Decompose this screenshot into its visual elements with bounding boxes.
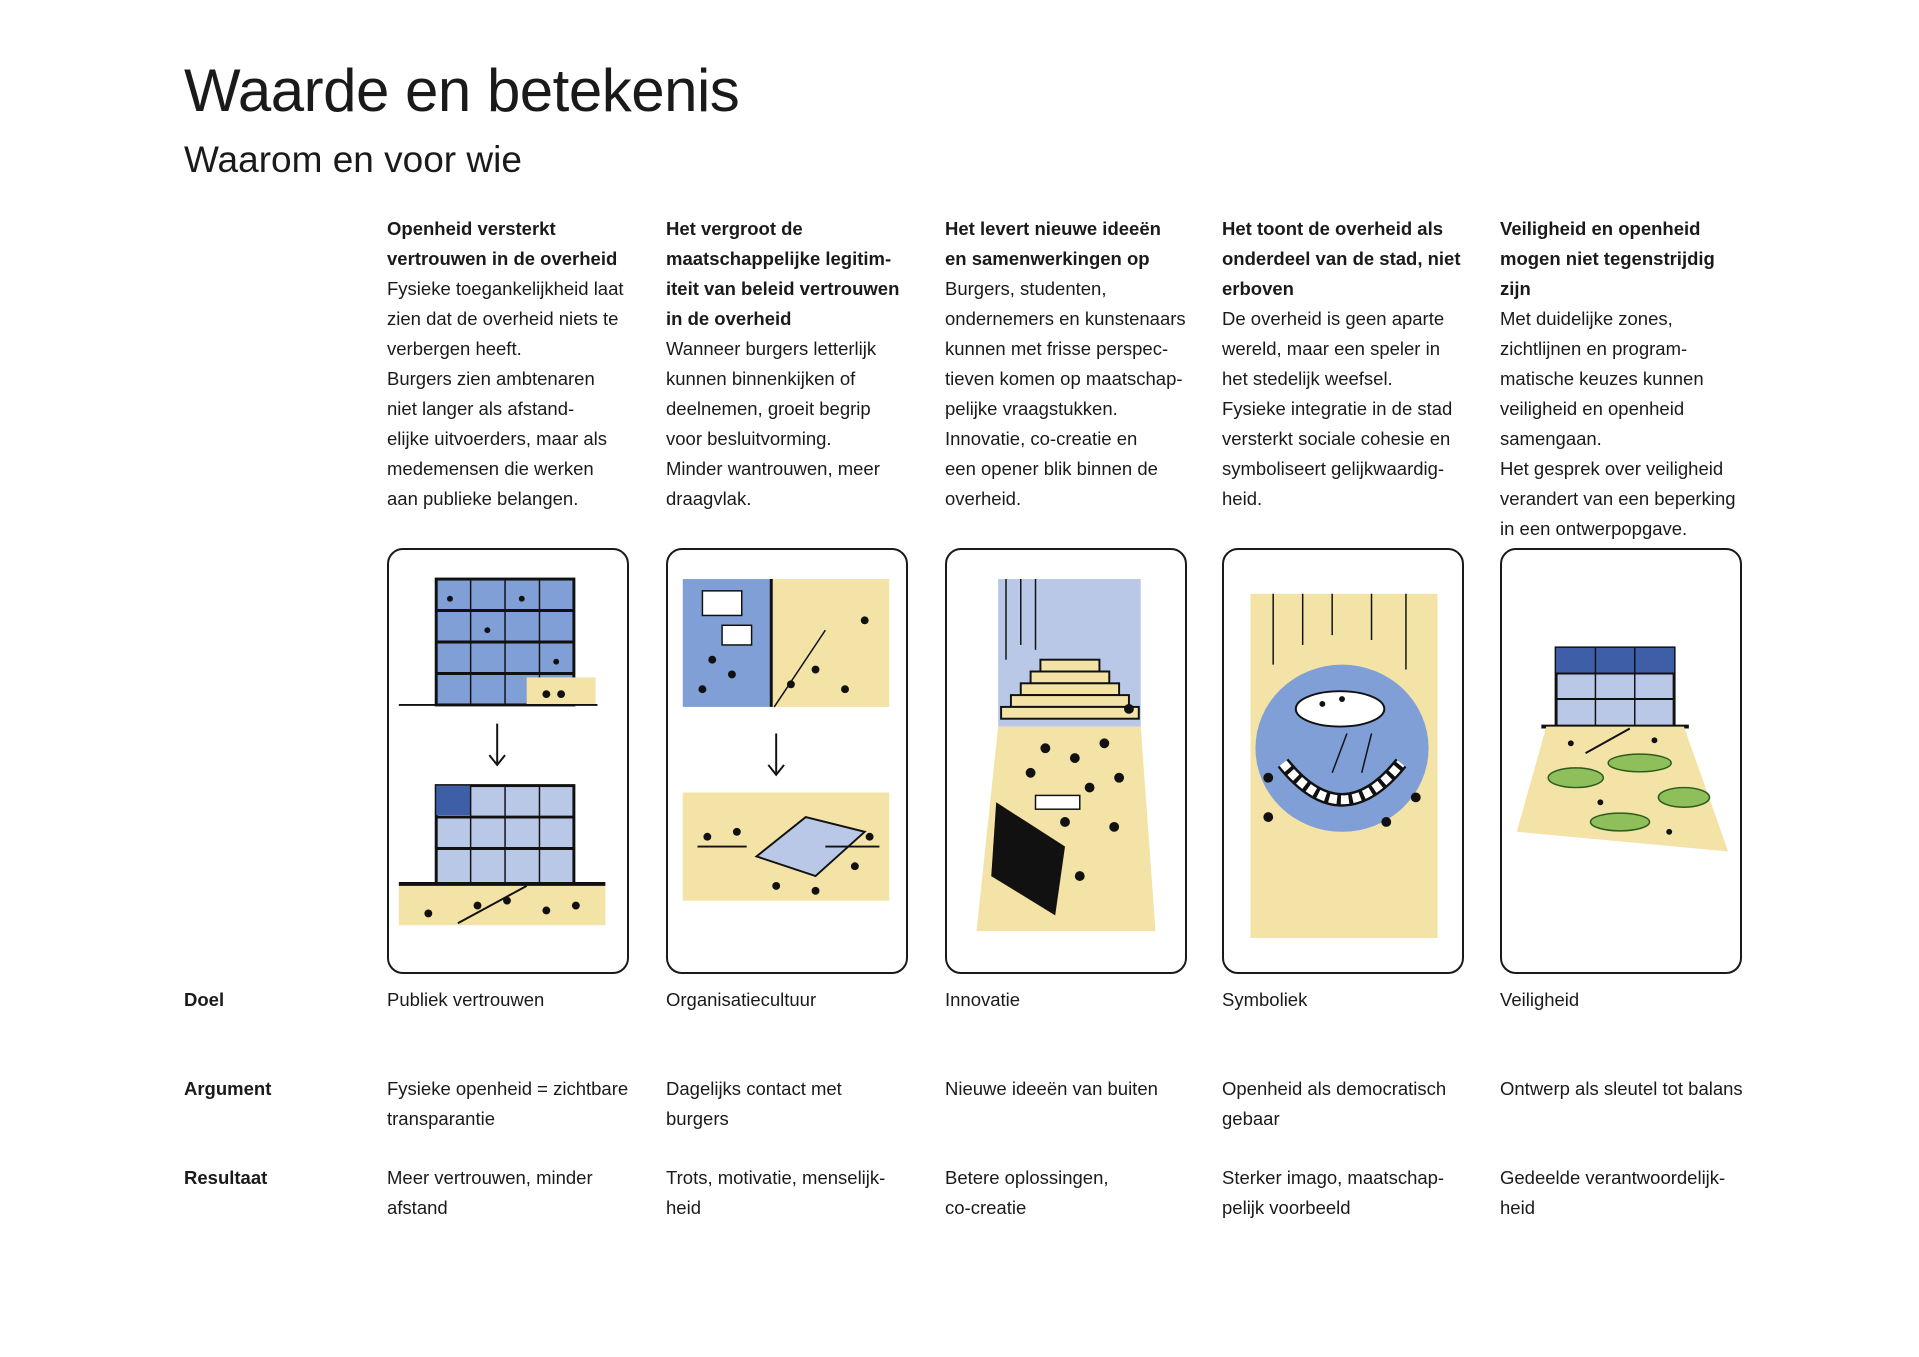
column-body-line: zichtlijnen en program-	[1500, 338, 1688, 359]
doel-cell: Organisatiecultuur	[666, 989, 817, 1010]
column-body-line: Het gesprek over veiligheid	[1500, 458, 1724, 479]
column-heading-line: Het toont de overheid als	[1222, 218, 1444, 239]
column-body-line: het stedelijk weefsel.	[1222, 368, 1393, 389]
resultaat-line: heid	[666, 1197, 701, 1218]
resultaat-cell	[666, 1163, 916, 1223]
resultaat-line: afstand	[387, 1197, 448, 1218]
column-body-line: versterkt sociale cohesie en	[1222, 428, 1451, 449]
column-body-line: elijke uitvoerders, maar als	[387, 428, 608, 449]
argument-line: Dagelijks contact met	[666, 1078, 842, 1099]
column-body-line: Burgers zien ambtenaren	[387, 368, 595, 389]
column-1-text	[387, 214, 637, 514]
column-body-line: Fysieke toegankelijkheid laat	[387, 278, 624, 299]
city-plaza-illustration	[1224, 550, 1462, 972]
column-body-line: De overheid is geen aparte	[1222, 308, 1445, 329]
column-heading-line: onderdeel van de stad, niet	[1222, 248, 1461, 269]
column-heading-line: zijn	[1500, 278, 1531, 299]
illustration-card-transparency	[387, 548, 629, 974]
auditorium-illustration	[947, 550, 1185, 972]
column-body-line: pelijke vraagstukken.	[945, 398, 1118, 419]
column-body-line: Minder wantrouwen, meer	[666, 458, 880, 479]
resultaat-cell	[1222, 1163, 1472, 1223]
column-body-line: een opener blik binnen de	[945, 458, 1158, 479]
argument-cell	[945, 1074, 1195, 1104]
column-body-line: kunnen binnenkijken of	[666, 368, 856, 389]
column-body-line: matische keuzes kunnen	[1500, 368, 1704, 389]
row-label-argument: Argument	[184, 1078, 272, 1099]
doel-cell: Innovatie	[945, 989, 1021, 1010]
argument-line: Nieuwe ideeën van buiten	[945, 1078, 1158, 1099]
column-body-line: aan publieke belangen.	[387, 488, 579, 509]
column-heading-line: en samenwerkingen op	[945, 248, 1150, 269]
resultaat-line: Gedeelde verantwoordelijk-	[1500, 1167, 1726, 1188]
column-body-line: Burgers, studenten,	[945, 278, 1107, 299]
column-body-line: tieven komen op maatschap-	[945, 368, 1183, 389]
resultaat-line: Meer vertrouwen, minder	[387, 1167, 593, 1188]
doel-cell: Veiligheid	[1500, 989, 1580, 1010]
column-body-line: medemensen die werken	[387, 458, 594, 479]
column-body-line: in een ontwerpopgave.	[1500, 518, 1688, 539]
doel-cell: Symboliek	[1222, 989, 1308, 1010]
column-heading-line: erboven	[1222, 278, 1294, 299]
column-body-line: symboliseert gelijkwaardig-	[1222, 458, 1445, 479]
column-body-line: Met duidelijke zones,	[1500, 308, 1673, 329]
column-body-line: veiligheid en openheid	[1500, 398, 1685, 419]
column-body-line: ondernemers en kunstenaars	[945, 308, 1186, 329]
column-body-line: heid.	[1222, 488, 1263, 509]
column-body-line: Wanneer burgers letterlijk	[666, 338, 877, 359]
column-body-line: zien dat de overheid niets te	[387, 308, 619, 329]
column-body-line: wereld, maar een speler in	[1222, 338, 1440, 359]
argument-line: burgers	[666, 1108, 729, 1129]
column-5-text	[1500, 214, 1750, 544]
column-heading-line: Het levert nieuwe ideeën	[945, 218, 1161, 239]
argument-cell	[1500, 1074, 1750, 1104]
resultaat-line: Sterker imago, maatschap-	[1222, 1167, 1445, 1188]
argument-line: transparantie	[387, 1108, 495, 1129]
column-body-line: draagvlak.	[666, 488, 752, 509]
meeting-room-illustration	[668, 550, 906, 972]
argument-line: Fysieke openheid = zichtbare	[387, 1078, 629, 1099]
doel-cell: Publiek vertrouwen	[387, 989, 545, 1010]
column-4-text	[1222, 214, 1472, 514]
safe-open-building-illustration	[1502, 550, 1740, 972]
column-heading-line: Het vergroot de	[666, 218, 803, 239]
column-body-line: verbergen heeft.	[387, 338, 522, 359]
argument-line: Ontwerp als sleutel tot balans	[1500, 1078, 1743, 1099]
illustration-card-safety	[1500, 548, 1742, 974]
illustration-card-innovation	[945, 548, 1187, 974]
illustration-card-legitimacy	[666, 548, 908, 974]
resultaat-cell	[1500, 1163, 1750, 1223]
argument-line: Openheid als democratisch	[1222, 1078, 1447, 1099]
row-label-doel: Doel	[184, 989, 225, 1010]
column-body-line: deelnemen, groeit begrip	[666, 398, 871, 419]
resultaat-line: pelijk voorbeeld	[1222, 1197, 1351, 1218]
column-body-line: Fysieke integratie in de stad	[1222, 398, 1453, 419]
column-heading-line: Openheid versterkt	[387, 218, 556, 239]
column-heading-line: vertrouwen in de overheid	[387, 248, 618, 269]
argument-cell	[1222, 1074, 1472, 1134]
column-3-text	[945, 214, 1195, 514]
row-label-resultaat: Resultaat	[184, 1167, 268, 1188]
resultaat-line: Trots, motivatie, menselijk-	[666, 1167, 886, 1188]
column-heading-line: Veiligheid en openheid	[1500, 218, 1701, 239]
argument-cell	[666, 1074, 916, 1134]
building-transparency-illustration	[389, 550, 627, 972]
column-body-line: samengaan.	[1500, 428, 1602, 449]
column-heading-line: maatschappelijke legitim-	[666, 248, 892, 269]
resultaat-line: co-creatie	[945, 1197, 1027, 1218]
column-body-line: verandert van een beperking	[1500, 488, 1736, 509]
resultaat-line: Betere oplossingen,	[945, 1167, 1109, 1188]
resultaat-cell	[945, 1163, 1195, 1223]
argument-line: gebaar	[1222, 1108, 1280, 1129]
column-body-line: kunnen met frisse perspec-	[945, 338, 1169, 359]
column-heading-line: mogen niet tegenstrijdig	[1500, 248, 1715, 269]
column-heading-line: in de overheid	[666, 308, 792, 329]
resultaat-cell	[387, 1163, 637, 1223]
column-body-line: overheid.	[945, 488, 1022, 509]
argument-cell	[387, 1074, 637, 1134]
column-2-text	[666, 214, 916, 514]
column-body-line: niet langer als afstand-	[387, 398, 575, 419]
column-heading-line: iteit van beleid vertrouwen	[666, 278, 900, 299]
page-subtitle: Waarom en voor wie	[184, 139, 522, 180]
page-title: Waarde en betekenis	[184, 57, 740, 124]
illustration-card-symbolism	[1222, 548, 1464, 974]
column-body-line: Innovatie, co-creatie en	[945, 428, 1138, 449]
resultaat-line: heid	[1500, 1197, 1535, 1218]
column-body-line: voor besluitvorming.	[666, 428, 832, 449]
